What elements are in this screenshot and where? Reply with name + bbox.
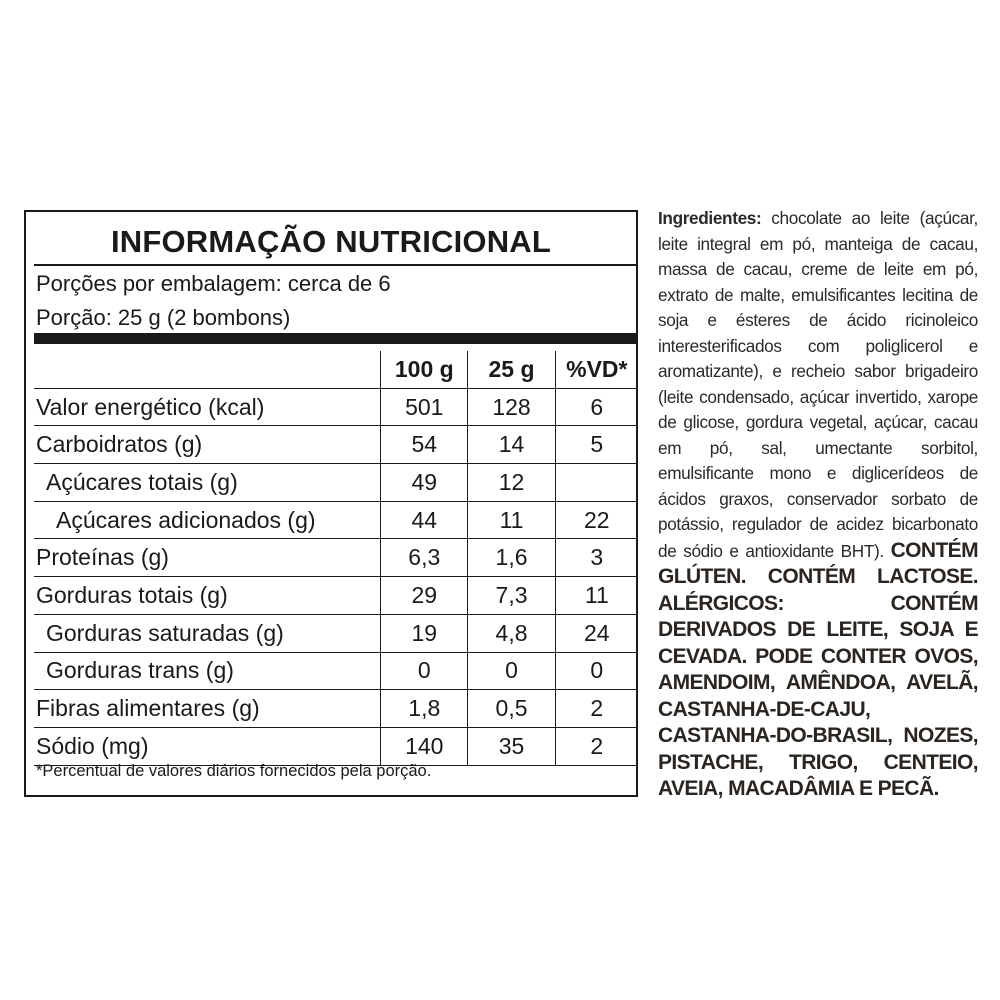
table-row: [34, 539, 638, 577]
panel-title: INFORMAÇÃO NUTRICIONAL: [110, 224, 552, 259]
column-header: 100 g: [381, 351, 468, 388]
table-row: [34, 690, 638, 728]
value-25g: 12: [468, 464, 555, 502]
value-100g: 6,3: [381, 539, 468, 577]
value-25g: 1,6: [468, 539, 555, 577]
value-25g: 14: [468, 426, 555, 464]
value-25g: 4,8: [468, 614, 555, 652]
value-vd: 5: [555, 426, 638, 464]
table-row: [34, 388, 638, 426]
nutrient-name: Gorduras saturadas (g): [34, 614, 381, 652]
value-vd: 22: [555, 501, 638, 539]
servings-per-package: Porções por embalagem: cerca de 6: [36, 271, 391, 296]
value-vd: 11: [555, 577, 638, 615]
ingredients-block: [658, 206, 978, 803]
ingredients-label: Ingredientes:: [658, 208, 762, 228]
value-vd: 24: [555, 614, 638, 652]
value-25g: 35: [468, 727, 555, 765]
table-row: [34, 614, 638, 652]
table-row: [34, 426, 638, 464]
column-header: 25 g: [468, 351, 555, 388]
value-100g: 0: [381, 652, 468, 690]
value-25g: 128: [468, 388, 555, 426]
nutrient-name: Valor energético (kcal): [34, 388, 381, 426]
value-vd: [555, 464, 638, 502]
value-100g: 29: [381, 577, 468, 615]
table-row: [34, 464, 638, 502]
table-row: [34, 577, 638, 615]
ingredients-text: chocolate ao leite (açúcar, leite integral em pó, manteiga de cacau, massa de cacau, creme de leite em pó, extrato de malte, emulsificantes lecitina de soja e ésteres de ácido ricinoleico interesterificados com poliglicerol e aromatizante), e recheio sabor brigadeiro (leite condensado, açúcar invertido, xarope de glicose, gordura vegetal, açúcar, cacau em pó, sal, umectante sorbitol, emulsificante mono e diglicerídeos de ácidos graxos, conservador sorbato de potássio, regulador de acidez bicarbonato de sódio e antioxidante BHT).: [658, 208, 978, 561]
value-100g: 19: [381, 614, 468, 652]
table-header-row: [34, 351, 638, 388]
nutrient-name: Açúcares totais (g): [34, 464, 381, 502]
value-vd: 0: [555, 652, 638, 690]
value-vd: 2: [555, 690, 638, 728]
divider: [34, 264, 636, 266]
value-vd: 3: [555, 539, 638, 577]
value-100g: 501: [381, 388, 468, 426]
value-100g: 49: [381, 464, 468, 502]
value-25g: 7,3: [468, 577, 555, 615]
footnote: *Percentual de valores diários fornecidos pela porção.: [36, 762, 432, 780]
nutrition-facts-panel: [24, 210, 638, 797]
nutrition-table: [34, 351, 638, 766]
nutrient-name: Carboidratos (g): [34, 426, 381, 464]
value-100g: 44: [381, 501, 468, 539]
allergen-warning: CONTÉM GLÚTEN. CONTÉM LACTOSE. ALÉRGICOS: CONTÉM DERIVADOS DE LEITE, SOJA E CEVADA. PODE CONTER OVOS, AMENDOIM, AMÊNDOA, AVELÃ, CASTANHA-DE-CAJU, CASTANHA-DO-BRASIL, NOZES, PISTACHE, TRIGO, CENTEIO, AVEIA, MACADÂMIA E PECÃ.: [658, 538, 978, 800]
header-blank: [34, 351, 381, 388]
nutrient-name: Proteínas (g): [34, 539, 381, 577]
nutrient-name: Sódio (mg): [34, 727, 381, 765]
value-25g: 11: [468, 501, 555, 539]
nutrient-name: Açúcares adicionados (g): [34, 501, 381, 539]
nutrient-name: Gorduras totais (g): [34, 577, 381, 615]
value-25g: 0: [468, 652, 555, 690]
value-100g: 54: [381, 426, 468, 464]
table-row: [34, 727, 638, 765]
nutrient-name: Fibras alimentares (g): [34, 690, 381, 728]
value-vd: 2: [555, 727, 638, 765]
nutrient-name: Gorduras trans (g): [34, 652, 381, 690]
value-100g: 1,8: [381, 690, 468, 728]
column-header: %VD*: [555, 351, 638, 388]
thick-divider: [34, 333, 636, 344]
table-row: [34, 501, 638, 539]
value-25g: 0,5: [468, 690, 555, 728]
value-vd: 6: [555, 388, 638, 426]
serving-size: Porção: 25 g (2 bombons): [36, 305, 291, 330]
value-100g: 140: [381, 727, 468, 765]
table-row: [34, 652, 638, 690]
